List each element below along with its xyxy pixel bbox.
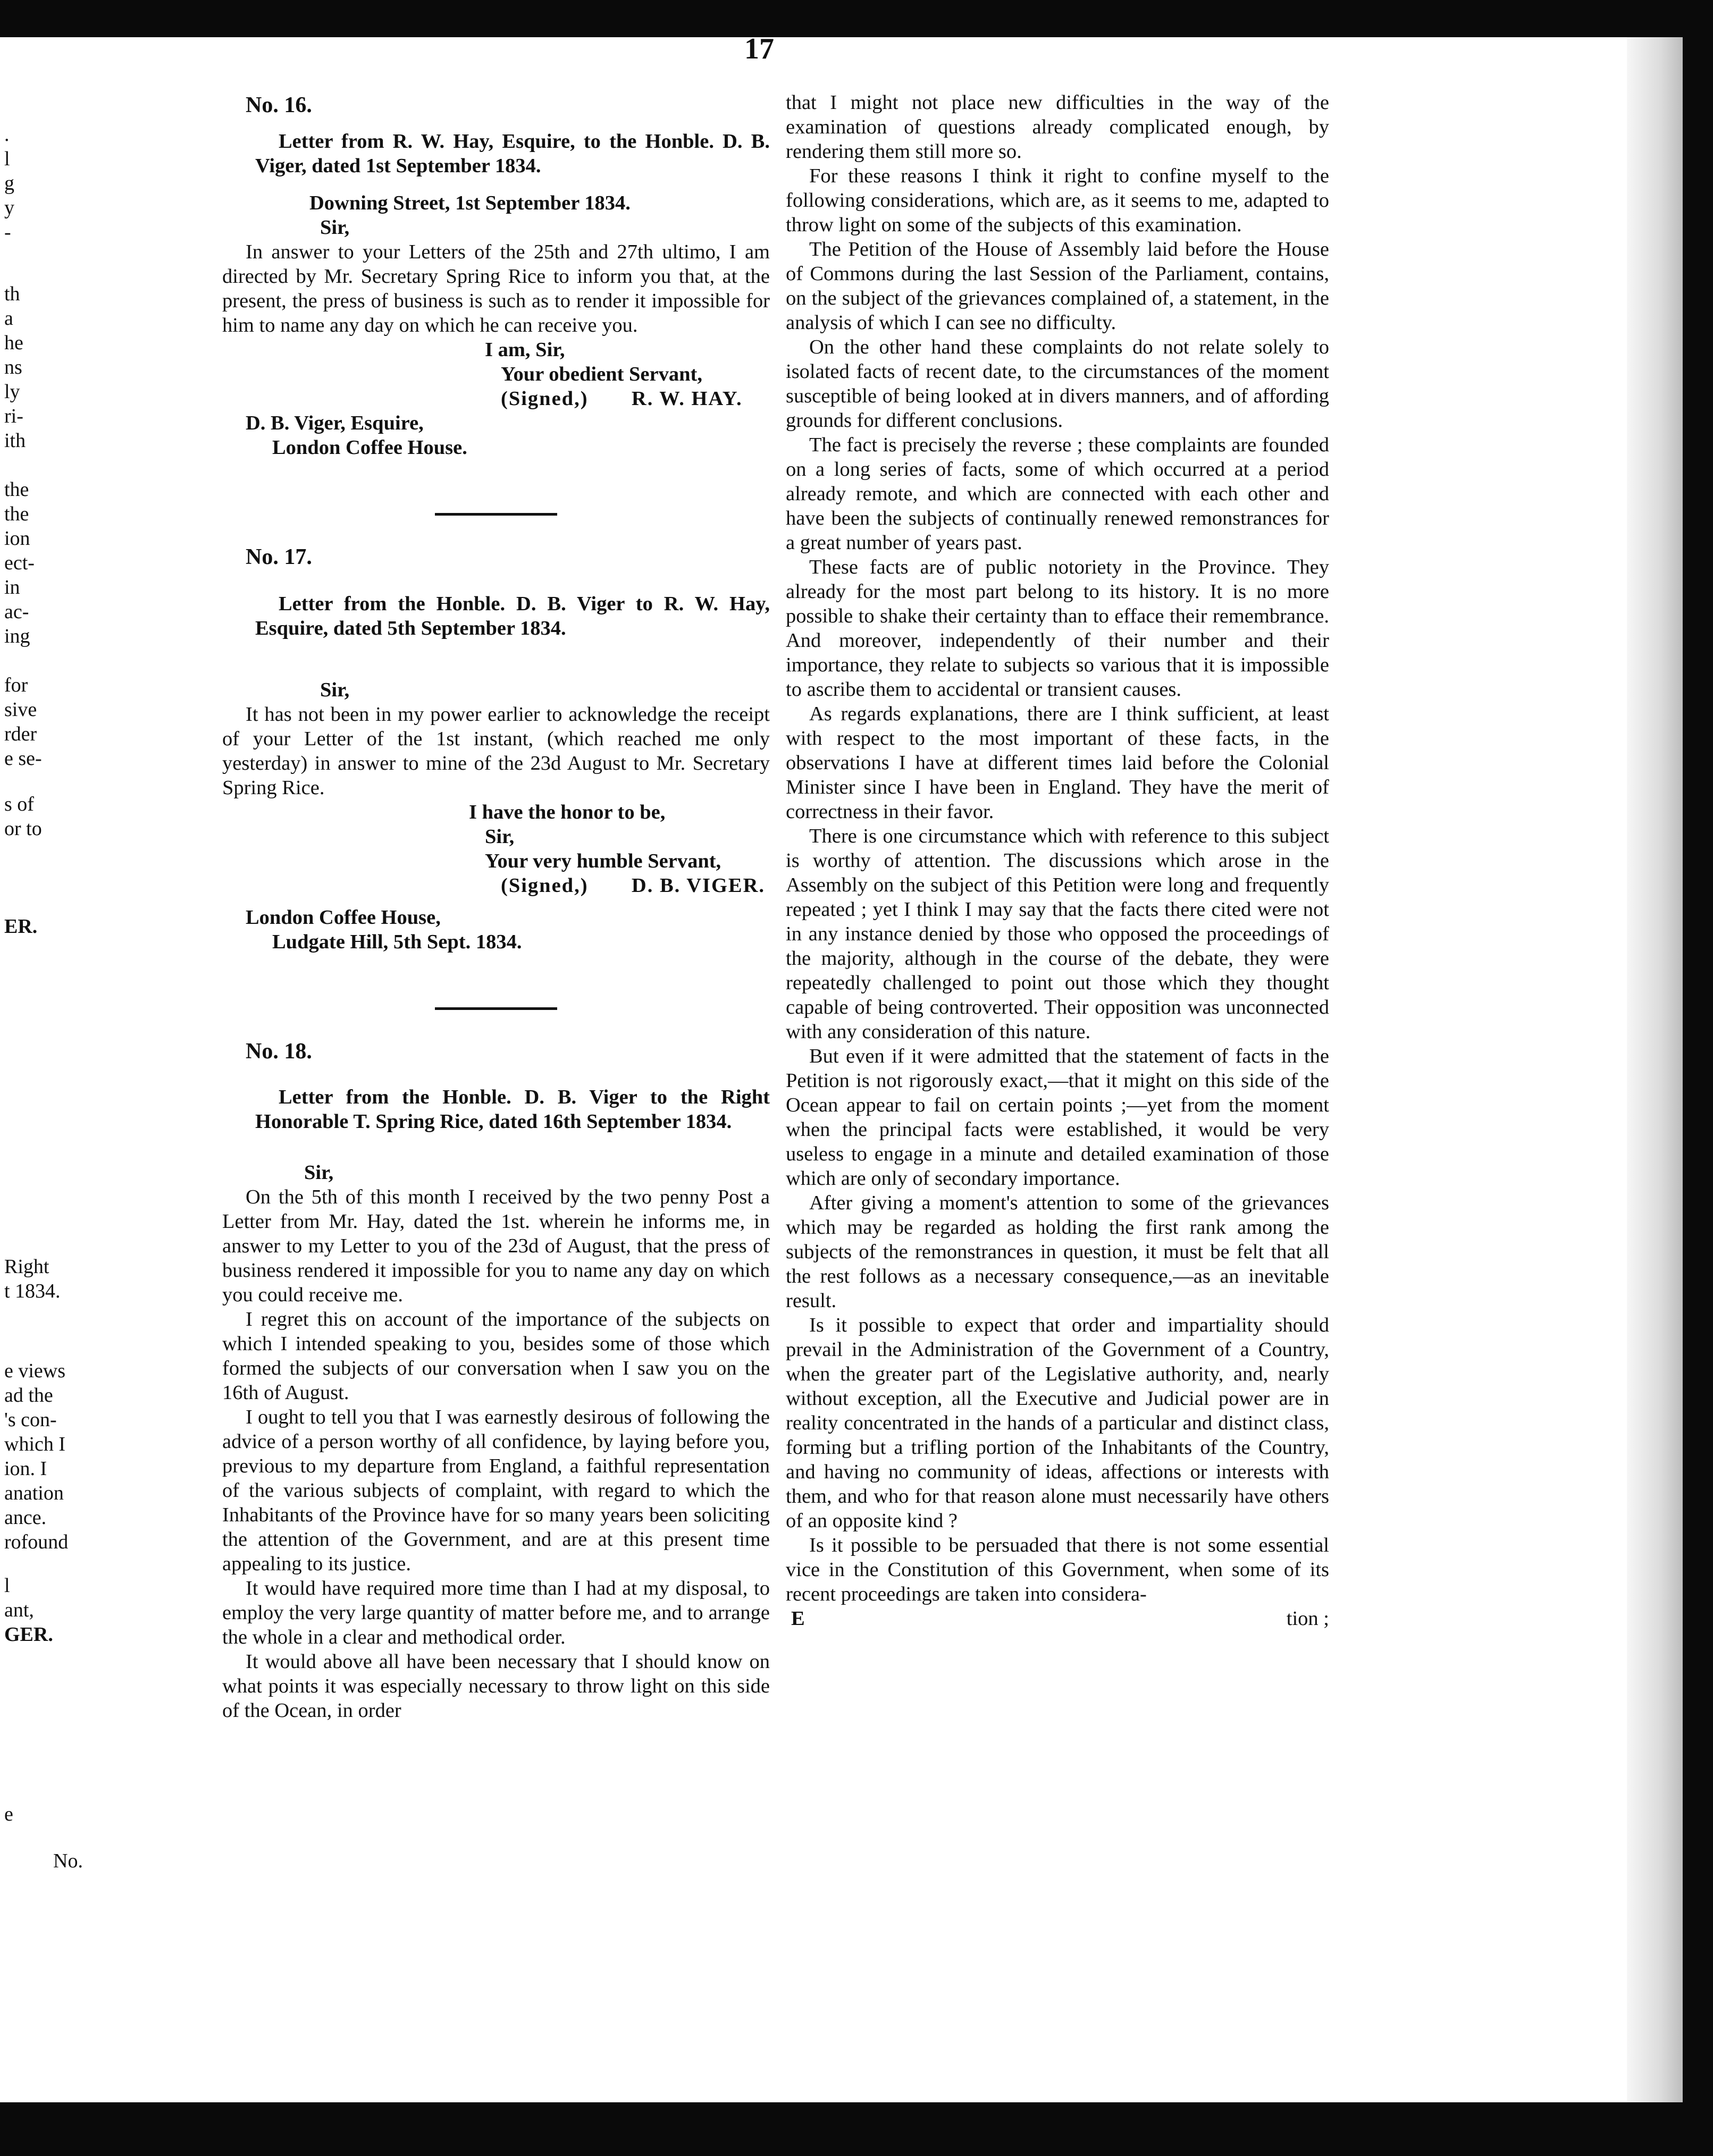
margin-fragment: anation (4, 1482, 64, 1504)
closing: I am, Sir, (485, 339, 565, 361)
letter-body: It has not been in my power earlier to acknowledge the receipt of your Letter of the 1st instant, (which reached me only yesterday) in answer to mine of the 23d August to Mr. Secretary Spring Rice. (222, 703, 770, 799)
margin-fragment: t 1834. (4, 1280, 61, 1302)
margin-fragment: ER. (4, 915, 38, 938)
paragraph: For these reasons I think it right to confine myself to the following considerations, which are, as it seems to me, adapted to throw light on some of the subjects of this examination. (786, 165, 1329, 236)
margin-fragment: e se- (4, 747, 42, 770)
paragraph: There is one circumstance which with reference to this subject is worthy of attention. The discussions which arose in the Assembly on the subject of this Petition were long and frequently repeated ; yet I think I may say that the facts there cited were not in any instance denied by those who opposed the proceedings of the majority, although in the course of the debate, they were repeatedly challenged to point out those which they thought capable of being controverted. Their opposition was unconnected with any consideration of this nature. (786, 825, 1329, 1043)
letter-number: No. 17. (246, 545, 312, 569)
margin-fragment: l (4, 1574, 10, 1597)
margin-fragment: ly (4, 381, 20, 403)
signature-mark: E (791, 1607, 805, 1630)
margin-fragment: Right (4, 1256, 49, 1278)
letter-number: No. 16. (246, 93, 312, 117)
paragraph: On the other hand these complaints do not relate solely to isolated facts of recent date, to the circumstances of the moment susceptible of being looked at in divers manners, and of affording grounds for different conclusions. (786, 336, 1329, 432)
margin-fragment: for (4, 674, 28, 696)
scan-border-right (1683, 0, 1713, 2156)
paragraph: I regret this on account of the importance of the subjects on which I intended speaking to you, besides some of those which formed the subjects of our conversation when I saw you on the 16th of August. (222, 1308, 770, 1404)
margin-fragment: - (4, 221, 11, 243)
letter-place-date: Downing Street, 1st September 1834. (309, 192, 631, 214)
margin-fragment: l (4, 148, 10, 170)
margin-fragment: a (4, 307, 13, 330)
sender-address: Ludgate Hill, 5th Sept. 1834. (272, 931, 522, 953)
letter-heading: Letter from the Honble. D. B. Viger to the Right Honorable T. Spring Rice, dated 16th September 1834. (255, 1086, 770, 1133)
signature: (Signed,) R. W. HAY. (501, 388, 743, 410)
margin-fragment: GER. (4, 1623, 53, 1646)
scan-border-bottom (0, 2102, 1713, 2156)
margin-fragment: y (4, 197, 14, 219)
margin-fragment: e views (4, 1360, 66, 1382)
paragraph: I ought to tell you that I was earnestly desirous of following the advice of a person worthy of all confidence, by laying before you, previous to my departure from England, a faithful representation of the various subjects of complaint, with regard to which the Inhabitants of the Province have for so many years been soliciting the attention of the Government, and are at this present time appealing to its justice. (222, 1406, 770, 1575)
margin-fragment: ion. I (4, 1458, 47, 1480)
paragraph: It would above all have been necessary that I should know on what points it was especially necessary to throw light on this side of the Ocean, in order (222, 1650, 770, 1722)
paragraph: The Petition of the House of Assembly laid before the House of Commons during the last Session of the Parliament, contains, on the subject of the grievances complained of, a statement, in the analysis of which I can see no difficulty. (786, 238, 1329, 334)
margin-fragment: ri- (4, 405, 23, 427)
margin-fragment: which I (4, 1433, 66, 1455)
paragraph: But even if it were admitted that the statement of facts in the Petition is not rigorously exact,—that it might on this side of the Ocean appear to fail on certain points ;—yet from the moment when the principal facts were established, it would be very useless to engage in a minute and detailed examination of those which are only of secondary importance. (786, 1045, 1329, 1190)
paragraph: These facts are of public notoriety in the Province. They already for the most part belong to its history. It is no more possible to shake their certainty than to efface their remembrance. And moreover, independently of their number and their importance, they relate to subjects so various that it is impossible to ascribe them to accidental or transient causes. (786, 556, 1329, 701)
margin-fragment: he (4, 332, 23, 354)
margin-fragment: ion (4, 527, 30, 550)
margin-fragment: ance. (4, 1506, 47, 1529)
paragraph: Is it possible to expect that order and impartiality should prevail in the Administration of the Government of a Country, when the greater part of the Legislative authority, and, nearly without exception, all the Executive and Judicial power are in reality concentrated in the hands of a particular and distinct class, forming but a trifling portion of the Inhabitants of the Country, and having no community of ideas, affections or interests with them, and who for that reason alone must necessarily have others of an opposite kind ? (786, 1314, 1329, 1532)
page-number: 17 (744, 32, 774, 65)
margin-fragment: ith (4, 429, 26, 452)
column-right (786, 90, 1329, 1631)
margin-fragment: ns (4, 356, 22, 378)
margin-fragment: ect- (4, 552, 35, 574)
addressee: D. B. Viger, Esquire, (246, 412, 424, 434)
margin-fragment: in (4, 576, 20, 599)
addressee: London Coffee House. (272, 436, 467, 459)
letter-body: In answer to your Letters of the 25th and 27th ultimo, I am directed by Mr. Secretary Spring Rice to inform you that, at the present, the press of business is such as to render it impossible for him to name any day on which he can receive you. (222, 241, 770, 336)
salutation: Sir, (320, 216, 350, 239)
closing: I have the honor to be, (469, 801, 666, 823)
paragraph: The fact is precisely the reverse ; these complaints are founded on a long series of facts, some of which occurred at a period already remote, and which are connected with each other and have been the subjects of continually renewed remonstrances for a great number of years past. (786, 434, 1329, 554)
margin-fragment: e (4, 1803, 13, 1825)
margin-fragment: the (4, 503, 29, 525)
margin-fragment: ing (4, 625, 30, 647)
scan-border-top (0, 0, 1713, 37)
closing: Sir, (485, 826, 515, 848)
margin-fragment: ant, (4, 1599, 34, 1621)
margin-fragment: No. (53, 1850, 83, 1872)
salutation: Sir, (304, 1161, 334, 1184)
salutation: Sir, (320, 679, 350, 701)
letter-number: No. 18. (246, 1039, 312, 1064)
margin-fragment: rofound (4, 1531, 69, 1553)
margin-fragment: g (4, 172, 14, 195)
letter-no-17 (222, 545, 770, 954)
margin-fragment: . (4, 123, 10, 146)
margin-fragment: 's con- (4, 1409, 57, 1431)
letter-heading: Letter from R. W. Hay, Esquire, to the Honble. D. B. Viger, dated 1st September 1834. (255, 130, 770, 177)
paragraph: After giving a moment's attention to some of the grievances which may be regarded as holding the first rank among the subjects of the remonstrances in question, it must be felt that all the rest follows as a necessary consequence,—as an inevitable result. (786, 1192, 1329, 1312)
margin-fragment: th (4, 283, 20, 305)
closing: Your very humble Servant, (485, 850, 721, 872)
letter-heading: Letter from the Honble. D. B. Viger to R. W. Hay, Esquire, dated 5th September 1834. (255, 593, 770, 639)
paper-edge-shadow (1627, 37, 1683, 2102)
catchword: tion ; (1286, 1607, 1329, 1630)
paragraph: As regards explanations, there are I think sufficient, at least with respect to the most important of these facts, in the observations I have at different times laid before the Colonial Minister since I have been in England. They have the merit of correctness in their favor. (786, 703, 1329, 823)
letter-no-18 (222, 1039, 770, 1723)
sender-address: London Coffee House, (246, 906, 441, 929)
paragraph: that I might not place new difficulties in the way of the examination of questions already complicated enough, by rendering them still more so. (786, 91, 1329, 163)
paragraph: It would have required more time than I had at my disposal, to employ the very large quantity of matter before me, and to arrange the whole in a clear and methodical order. (222, 1577, 770, 1648)
closing: Your obedient Servant, (501, 363, 702, 385)
margin-fragment: ac- (4, 601, 29, 623)
margin-fragment: s of (4, 793, 34, 815)
letter-no-16 (222, 93, 770, 460)
signature: (Signed,) D. B. VIGER. (501, 874, 766, 897)
paragraph: On the 5th of this month I received by the two penny Post a Letter from Mr. Hay, dated the 1st. wherein he informs me, in answer to my Letter to you of the 23d of August, that the press of business rendered it impossible for you to name any day on which you could receive me. (222, 1186, 770, 1306)
margin-fragment: rder (4, 723, 37, 745)
margin-fragment: sive (4, 698, 37, 721)
paragraph: Is it possible to be persuaded that there is not some essential vice in the Constitution of this Government, when some of its recent proceedings are taken into considera- (786, 1534, 1329, 1605)
column-left (222, 93, 770, 1723)
margin-fragment: or to (4, 818, 42, 840)
margin-fragment: ad the (4, 1384, 53, 1407)
margin-fragment: the (4, 478, 29, 501)
